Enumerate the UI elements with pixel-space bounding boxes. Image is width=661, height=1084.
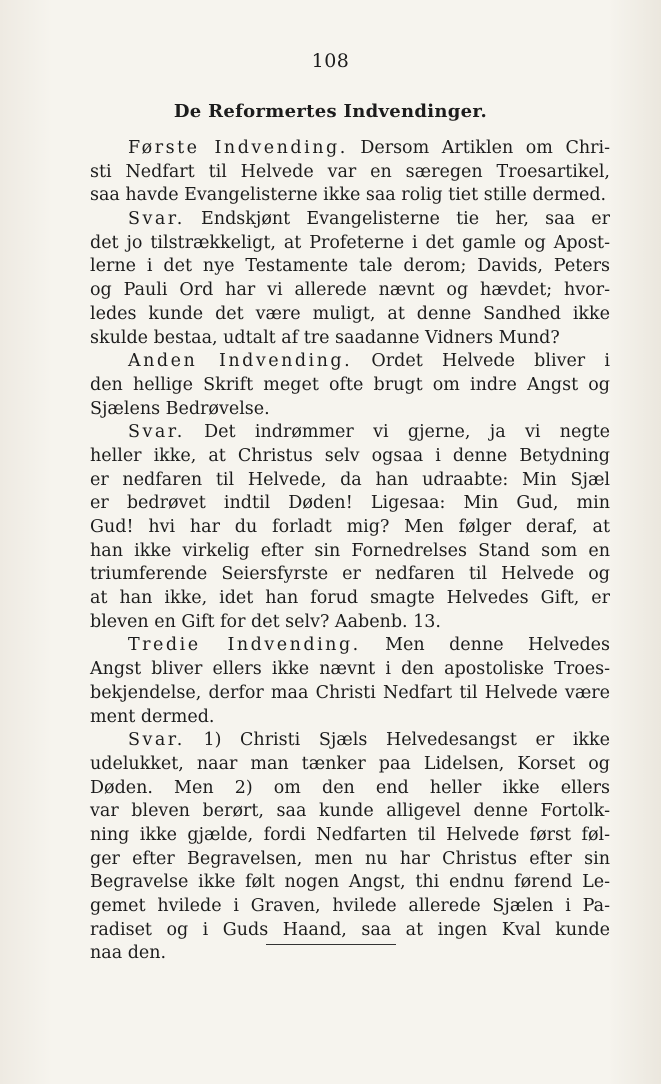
text-line: sti Nedfart til Helvede var en særegen Troesartikel, xyxy=(90,161,610,182)
text-line: ledes kunde det være muligt, at denne Sandhed ikke xyxy=(90,303,610,324)
text-line: naa den. xyxy=(90,943,167,964)
text-line: bleven en Gift for det selv? Aabenb. 13. xyxy=(90,611,441,632)
paragraph-label: Første Indvending. xyxy=(128,138,348,158)
paragraph-label: Anden Indvending. xyxy=(128,351,353,372)
text-line: Tredie Indvending. Men denne Helvedes xyxy=(128,635,610,656)
section-heading: De Reformertes Indvendinger. xyxy=(173,101,488,122)
body-text xyxy=(90,137,610,966)
text-line: ger efter Begravelsen, men nu har Christus efter sin xyxy=(90,848,610,869)
text-line: Begravelse ikke følt nogen Angst, thi endnu førend Le- xyxy=(90,872,610,893)
text-line: er nedfaren til Helvede, da han udraabte: Min Sjæl xyxy=(90,469,610,490)
text-line: heller ikke, at Christus selv ogsaa i denne Betydning xyxy=(90,445,610,466)
text-line: Svar. Endskjønt Evangelisterne tie her, saa er xyxy=(128,209,610,230)
text-line: Sjælens Bedrøvelse. xyxy=(90,398,270,419)
text-line: og Pauli Ord har vi allerede nævnt og hævdet; hvor- xyxy=(90,280,610,301)
page-number: 108 xyxy=(311,50,350,72)
paragraph-label: Tredie Indvending. xyxy=(128,635,361,656)
text-line: gemet hvilede i Graven, hvilede allerede Sjælen i Pa- xyxy=(90,896,610,916)
text-line: lerne i det nye Testamente tale derom; Davids, Peters xyxy=(90,256,610,277)
text-line: Første Indvending. Dersom Artiklen om Chri- xyxy=(128,138,610,158)
text-line: Gud! hvi har du forladt mig? Men følger deraf, at xyxy=(90,517,610,537)
text-line: skulde bestaa, udtalt af tre saadanne Vidners Mund? xyxy=(90,327,560,348)
paragraph-label: Svar. xyxy=(128,209,185,230)
text-line: det jo tilstrækkeligt, at Profeterne i det gamle og Apost- xyxy=(90,232,610,253)
text-line: Døden. Men 2) om den end heller ikke ellers xyxy=(90,777,610,798)
text-line: bekjendelse, derfor maa Christi Nedfart til Helvede være xyxy=(90,682,610,703)
text-line: Anden Indvending. Ordet Helvede bliver i xyxy=(128,351,610,372)
section-divider xyxy=(266,944,396,945)
text-line: triumferende Seiersfyrste er nedfaren til Helvede og xyxy=(90,564,610,585)
text-line: udelukket, naar man tænker paa Lidelsen, Korset og xyxy=(90,753,610,774)
text-line: Svar. 1) Christi Sjæls Helvedesangst er ikke xyxy=(128,730,610,751)
text-line: er bedrøvet indtil Døden! Ligesaa: Min Gud, min xyxy=(90,493,610,514)
paragraph-label: Svar. xyxy=(128,422,185,443)
text-line: Svar. Det indrømmer vi gjerne, ja vi negte xyxy=(128,422,610,443)
text-line: at han ikke, idet han forud smagte Helvedes Gift, er xyxy=(90,588,610,609)
text-line: ment dermed. xyxy=(90,706,215,727)
text-line: ning ikke gjælde, fordi Nedfarten til Helvede først føl- xyxy=(90,824,610,845)
text-line: Angst bliver ellers ikke nævnt i den apostoliske Troes- xyxy=(90,659,610,680)
text-line: saa havde Evangelisterne ikke saa rolig tiet stille dermed. xyxy=(90,185,607,206)
text-line: den hellige Skrift meget ofte brugt om indre Angst og xyxy=(90,374,610,395)
text-line: han ikke virkelig efter sin Fornedrelses Stand som en xyxy=(90,540,610,561)
text-line: var bleven berørt, saa kunde alligevel denne Fortolk- xyxy=(90,801,610,822)
text-line: radiset og i Guds Haand, saa at ingen Kval kunde xyxy=(90,919,610,940)
paragraph-label: Svar. xyxy=(128,730,185,751)
